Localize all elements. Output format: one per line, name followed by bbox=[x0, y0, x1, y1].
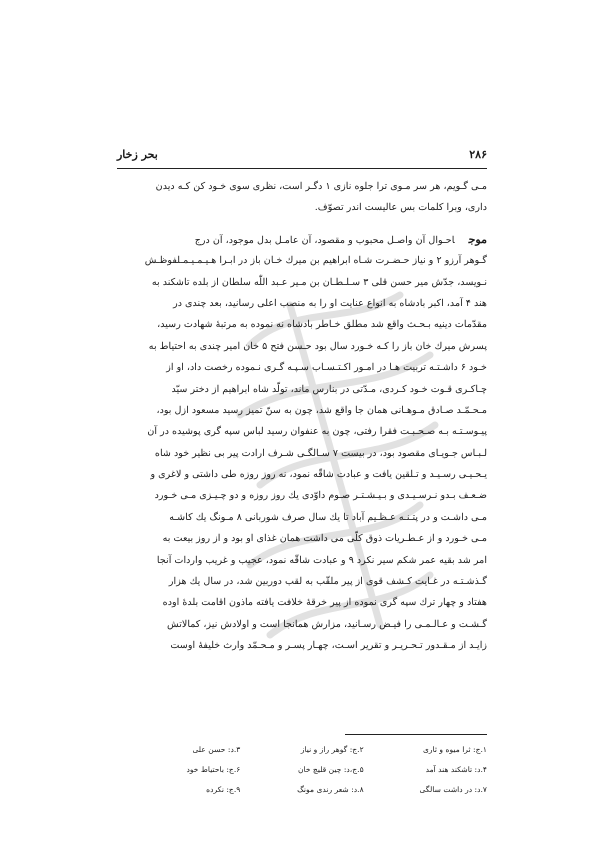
text-line: داری، وبرا کلمات بس عالیست اندر تصوّف. bbox=[314, 202, 487, 214]
text-line: مـی خـورد و از عـطـریات ذوق کلّی می داشت همان غذای او بود و از روز بیعت به bbox=[162, 533, 487, 545]
running-title: بحر زخار bbox=[117, 148, 158, 161]
footnote: ۷.د: در داشت سالگی bbox=[419, 785, 487, 794]
footnote: ۹.ج: نکرده bbox=[206, 785, 241, 794]
footnote: ۳.د: حسن علی bbox=[192, 745, 241, 754]
text-line bbox=[117, 229, 487, 250]
text-line: گـوهر آرزو ۲ و نیاز حـضـرت شـاه ابراهیم بن میرك خـان باز در ابـرا هـیـمـیـمـلفوظـش bbox=[144, 255, 487, 267]
text-line: لـبـاس جـویـای مقصود بود، در بیست ۷ سـالگـی شـرف ارادت پیر بی نظیر خود شاه bbox=[154, 447, 487, 459]
footnote-row bbox=[117, 760, 487, 780]
text-line: مـحـمّـد صـادق مـوهـانی همان جا واقع شد، چون به سنّ تمیز رسید مسعود ازل بود، bbox=[156, 404, 487, 416]
text-line: پسرش میرك خان باز را کـه خـورد سال بود حـسن فتح ۵ خان امیر چندی به احتیاط به bbox=[148, 340, 487, 352]
text-line: مـی داشـت و در پتـنـه عـظـیم آباد تا یك سال صرف شوربانی ۸ مـونگ یك کاشـه bbox=[169, 511, 487, 523]
footnote: ۱.ج: ثرا میوه و ثاری bbox=[422, 745, 487, 754]
text-line: گـذشـتـه در غـایت کـشف قوی از پیر ملقّب به لقب دوربین شد، در سال یك هزار bbox=[168, 576, 487, 588]
text-line: مقدّمات دینیه بـحـث واقع شد مطلق خـاطر بادشاه نه نموده به مرتبهٔ شهادت رسید، bbox=[157, 319, 487, 331]
text-line: یـحـیـی رسـیـد و تـلقین یافت و عبادت شاقّه نمود، نه روز روزه طی داشتی و لاغری و bbox=[150, 469, 487, 481]
footnote-row bbox=[117, 780, 487, 800]
paragraph-gap bbox=[117, 219, 487, 229]
section-heading: موج bbox=[468, 232, 487, 246]
text-line: زایـد از مـقـدور تـحـریـر و تقریر اسـت، چهـار پسـر و مـحـمّد وارث خلیفهٔ اوست bbox=[170, 640, 487, 652]
text-line: هفتاد و چهار ترك سپه گری نموده از پیر خرقهٔ خلافت یافته ماذون اقامت بلدهٔ اوده bbox=[162, 597, 487, 609]
footnote-row bbox=[117, 740, 487, 760]
footnote: ۴.د: تاشکند هند آمد bbox=[425, 765, 487, 774]
footnote-separator bbox=[345, 734, 487, 735]
text-line: هند ۴ آمد، اکبر بادشاه به انواع عنایت او را به منصب اعلی رسانید، بعد چندی در bbox=[173, 297, 487, 309]
text-line: خـود ۶ داشـتـه تربیت هـا در امـور اکـتـسـاب سـپـه گـری نـموده رخصت داد، او از bbox=[166, 362, 487, 374]
text-line: نـویسد، جدّش میر حسن قلی ۳ سـلـطـان بن مـیر عـبد اللّٰه سلطان از بلده تاشکند به bbox=[151, 276, 487, 288]
text-line: گـشـت و عـالـمـی را فیـض رسـانید، مزارش همانجا است و اولادش نیز، کمالاتش bbox=[166, 618, 487, 630]
footnote: ۶.ج: باحتیاط خود bbox=[186, 765, 241, 774]
text-line: امر شد بقیه عمر شکم سیر نکرد ۹ و عبادت شاقّه نمود، عجیب و غریب واردات آنجا bbox=[156, 554, 487, 566]
footnote: ۵.ج،د: چین قلیچ خان bbox=[297, 765, 364, 774]
text-line: ضـعـف بـدو نـرسـیـدی و بـیـشـتـر صـوم داوّدی یك روز روزه و دو چـیـزی مـی خـورد bbox=[154, 490, 487, 502]
footnote: ۲.ج: گوهر راز و نیاز bbox=[300, 745, 364, 754]
text-line: مـی گـویم، هر سر مـوی ترا جلوه نازی ۱ دگـر است، نظری سوی خـود کن کـه دیدن bbox=[155, 181, 487, 192]
page-number: ۲۸۶ bbox=[469, 148, 487, 161]
text-line: پیـوسـتـه بـه صـحـبـت فقرا رفتی، چون به عنفوان رسید لباس سپه گری پوشیده در آن bbox=[147, 426, 487, 438]
text-line: چـاکـری قـوت خـود کـردی، مـدّتی در بنارس ماند، تولّد شاه ابراهیم از دختر سیّد bbox=[171, 383, 487, 395]
footnotes bbox=[117, 740, 487, 800]
page-header bbox=[117, 146, 487, 169]
text-line-content: احـوال آن واصـل محبوب و مقصود، آن عامـل بدل موجود، آن درج bbox=[194, 234, 455, 246]
footnote: ۸.د: شعر رندی مونگ bbox=[297, 785, 364, 794]
body-text bbox=[117, 176, 487, 657]
